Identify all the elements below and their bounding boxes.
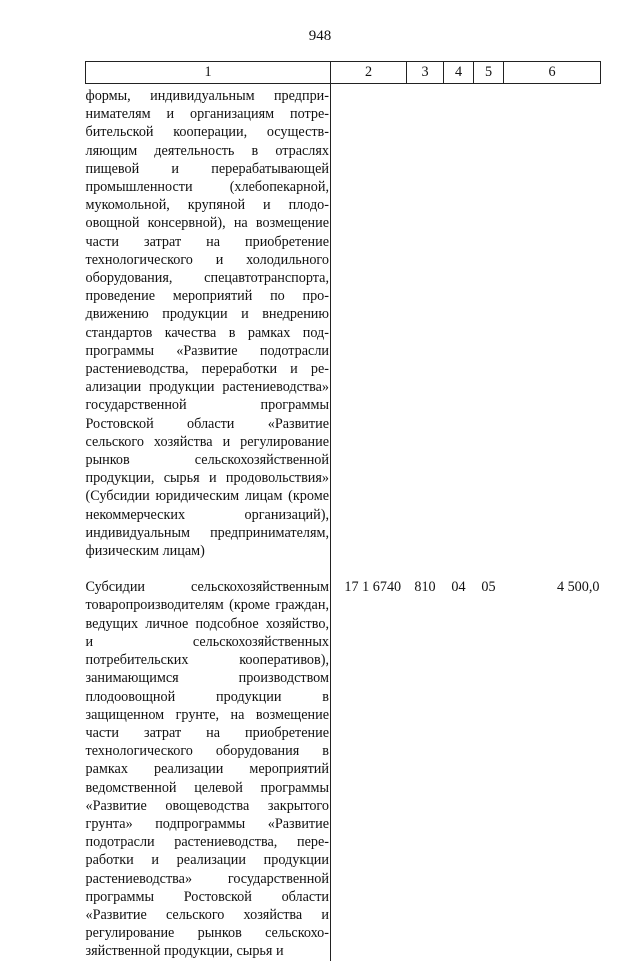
section-cell (444, 84, 474, 579)
subsection-cell (474, 84, 504, 579)
table-header-row (86, 62, 601, 84)
page-number: 948 (308, 28, 332, 44)
target-code-cell (331, 84, 407, 579)
column-header-6: 6 (504, 62, 601, 84)
section-cell: 04 (451, 579, 466, 596)
ministry-code-cell: 810 (414, 579, 436, 596)
amount-cell (504, 84, 601, 579)
column-header-3: 3 (407, 62, 444, 84)
row-description: Субсидии сельскохозяйственным товаропроизводителям (кроме граждан, ведущих личное подсобное хозяйство, и сельскохозяйственных потребительских кооперативов), занимающимся производством плодоовощной продукции в защищенном грунте, на возмещение части затрат на приобретение технологического оборудования в рамках реализации мероприятий ведомственной целевой программы «Развитие овощеводства закрытого грунта» подпрограммы «Развитие подотрасли растениеводства, переработки и реализации продукции растениеводства» государственной программы Ростовской области «Развитие сельского хозяйства и регулирование рынков сельскохозяйственной продукции, сырья и (85, 579, 329, 960)
ministry-code-cell (407, 84, 444, 579)
table-row (86, 578, 601, 960)
table-row (86, 84, 601, 579)
subsection-cell: 05 (481, 579, 496, 596)
column-header-2: 2 (331, 62, 407, 84)
column-header-5: 5 (474, 62, 504, 84)
row-description: формы, индивидуальным предпринимателям и организациям потребительской кооперации, осуществляющим деятельность в отраслях пищевой и перерабатывающей промышленности (хлебопекарной, мукомольной, крупяной и плодоовощной консервной), на возмещение части затрат на приобретение технологического и холодильного оборудования, спецавтотранспорта, проведение мероприятий по продвижению продукции и внедрению стандартов качества в рамках подпрограммы «Развитие подотрасли растениеводства, переработки и реализации продукции растениеводства» государственной программы Ростовской области «Развитие сельского хозяйства и регулирование рынков сельскохозяйственной продукции, сырья и продовольствия» (Субсидии юридическим лицам (кроме некоммерческих организаций), индивидуальным предпринимателям, физическим лицам) (86, 84, 331, 579)
amount-cell: 4 500,0 (556, 579, 600, 596)
column-header-4: 4 (444, 62, 474, 84)
budget-table (85, 61, 601, 961)
target-code-cell: 17 1 6740 (344, 579, 402, 596)
column-header-1: 1 (86, 62, 331, 84)
